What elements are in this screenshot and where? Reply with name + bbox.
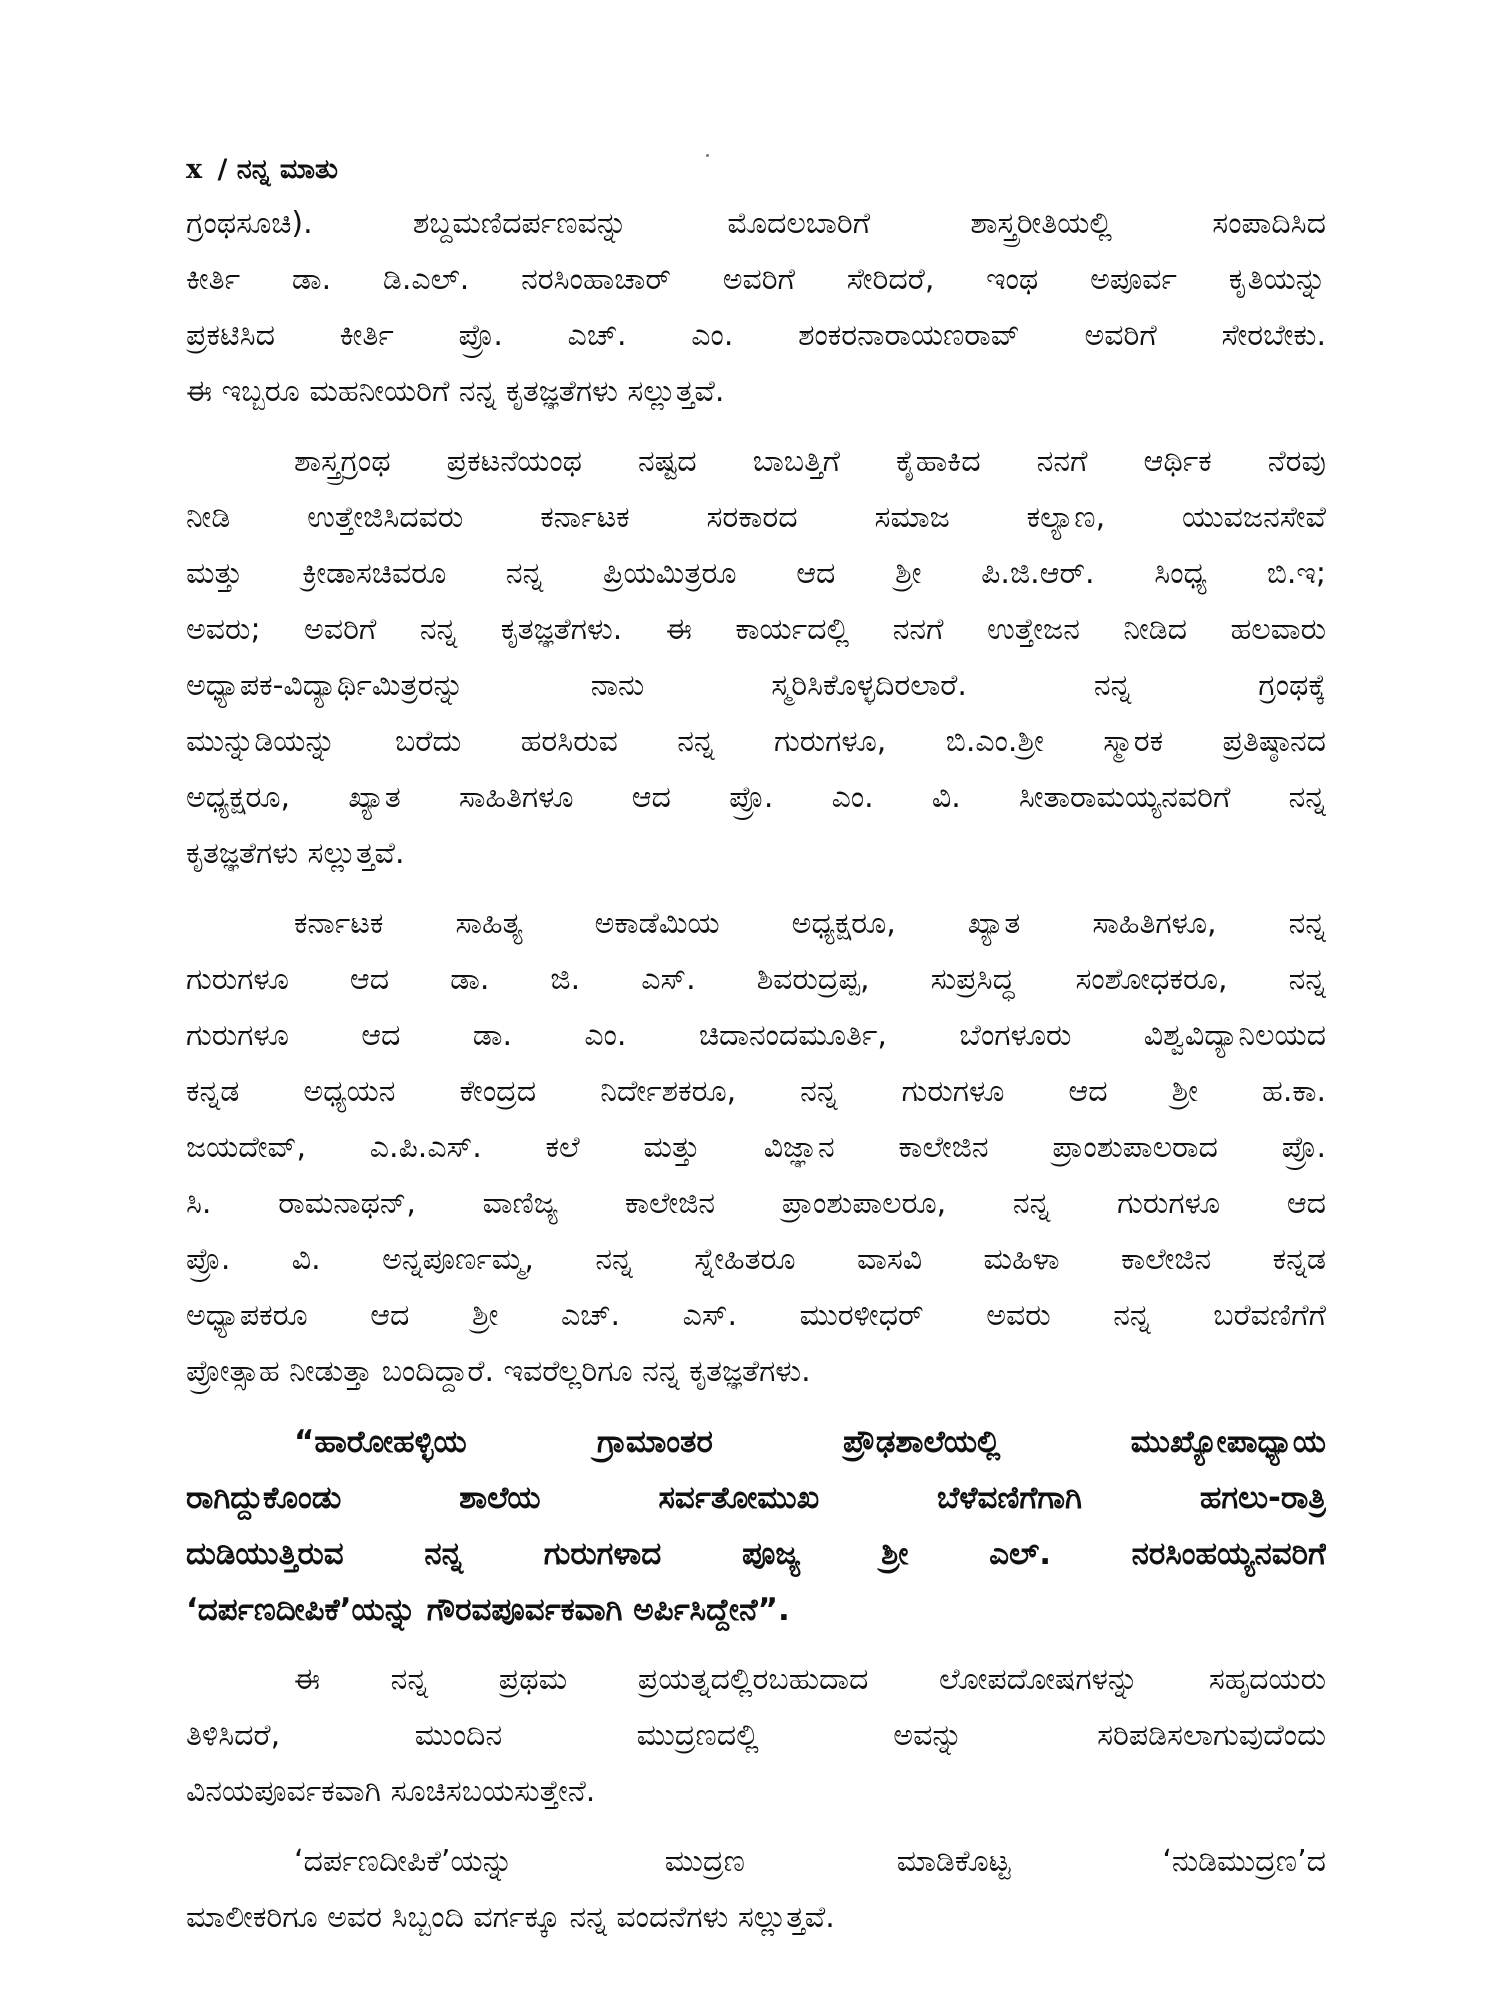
page-number: x xyxy=(186,154,203,185)
text-line: ಗ್ರಂಥಸೂಚಿ). ಶಬ್ದಮಣಿದರ್ಪಣವನ್ನು ಮೊದಲಬಾರಿಗೆ ಶಾಸ್ತ್ರರೀತಿಯಲ್ಲಿ ಸಂಪಾದಿಸಿದ xyxy=(186,206,1326,241)
text-line: ಗುರುಗಳೂ ಆದ ಡಾ. ಜಿ. ಎಸ್. ಶಿವರುದ್ರಪ್ಪ, ಸುಪ್ರಸಿದ್ಧ ಸಂಶೋಧಕರೂ, ನನ್ನ xyxy=(186,962,1326,997)
text-line: ‘ದರ್ಪಣದೀಪಿಕೆ’ಯನ್ನು ಗೌರವಪೂರ್ವಕವಾಗಿ ಅರ್ಪಿಸಿದ್ದೇನೆ”. xyxy=(186,1592,790,1628)
text-line: ಅಧ್ಯಾಪಕರೂ ಆದ ಶ್ರೀ ಎಚ್. ಎಸ್. ಮುರಳೀಧರ್ ಅವರು ನನ್ನ ಬರೆವಣಿಗೆಗೆ xyxy=(186,1298,1326,1333)
text-line: ಪ್ರೊ. ವಿ. ಅನ್ನಪೂರ್ಣಮ್ಮ, ನನ್ನ ಸ್ನೇಹಿತರೂ ವಾಸವಿ ಮಹಿಳಾ ಕಾಲೇಜಿನ ಕನ್ನಡ xyxy=(186,1242,1326,1277)
text-line: ಮಾಲೀಕರಿಗೂ ಅವರ ಸಿಬ್ಬಂದಿ ವರ್ಗಕ್ಕೂ ನನ್ನ ವಂದನೆಗಳು ಸಲ್ಲುತ್ತವೆ. xyxy=(186,1900,835,1935)
text-line: ಕೃತಜ್ಞತೆಗಳು ಸಲ್ಲುತ್ತವೆ. xyxy=(186,836,405,871)
running-header xyxy=(186,148,1326,192)
text-line: ಮುನ್ನುಡಿಯನ್ನು ಬರೆದು ಹರಸಿರುವ ನನ್ನ ಗುರುಗಳೂ, ಬಿ.ಎಂ.ಶ್ರೀ ಸ್ಮಾರಕ ಪ್ರತಿಷ್ಠಾನದ xyxy=(186,724,1326,759)
text-line: ನೀಡಿ ಉತ್ತೇಜಿಸಿದವರು ಕರ್ನಾಟಕ ಸರಕಾರದ ಸಮಾಜ ಕಲ್ಯಾಣ, ಯುವಜನಸೇವೆ xyxy=(186,500,1326,535)
text-line: ಅವರು; ಅವರಿಗೆ ನನ್ನ ಕೃತಜ್ಞತೆಗಳು. ಈ ಕಾರ್ಯದಲ್ಲಿ ನನಗೆ ಉತ್ತೇಜನ ನೀಡಿದ ಹಲವಾರು xyxy=(186,612,1326,647)
text-line: ಪ್ರಕಟಿಸಿದ ಕೀರ್ತಿ ಪ್ರೊ. ಎಚ್. ಎಂ. ಶಂಕರನಾರಾಯಣರಾವ್ ಅವರಿಗೆ ಸೇರಬೇಕು. xyxy=(186,318,1326,353)
text-line: ಜಯದೇವ್, ಎ.ಪಿ.ಎಸ್. ಕಲೆ ಮತ್ತು ವಿಜ್ಞಾನ ಕಾಲೇಜಿನ ಪ್ರಾಂಶುಪಾಲರಾದ ಪ್ರೊ. xyxy=(186,1130,1326,1165)
text-line: ಮತ್ತು ಕ್ರೀಡಾಸಚಿವರೂ ನನ್ನ ಪ್ರಿಯಮಿತ್ರರೂ ಆದ ಶ್ರೀ ಪಿ.ಜಿ.ಆರ್. ಸಿಂಧ್ಯ ಬಿ.ಇ; xyxy=(186,556,1326,591)
text-line: ಪ್ರೋತ್ಸಾಹ ನೀಡುತ್ತಾ ಬಂದಿದ್ದಾರೆ. ಇವರೆಲ್ಲರಿಗೂ ನನ್ನ ಕೃತಜ್ಞತೆಗಳು. xyxy=(186,1354,811,1389)
text-line: ಸಿ. ರಾಮನಾಥನ್, ವಾಣಿಜ್ಯ ಕಾಲೇಜಿನ ಪ್ರಾಂಶುಪಾಲರೂ, ನನ್ನ ಗುರುಗಳೂ ಆದ xyxy=(186,1186,1326,1221)
header-separator: / xyxy=(208,154,237,185)
paragraph-6 xyxy=(186,1834,1326,1946)
dedication-paragraph xyxy=(186,1414,1326,1638)
text-line: ಕನ್ನಡ ಅಧ್ಯಯನ ಕೇಂದ್ರದ ನಿರ್ದೇಶಕರೂ, ನನ್ನ ಗುರುಗಳೂ ಆದ ಶ್ರೀ ಹ.ಕಾ. xyxy=(186,1074,1326,1109)
text-line: ಶಾಸ್ತ್ರಗ್ರಂಥ ಪ್ರಕಟನೆಯಂಥ ನಷ್ಟದ ಬಾಬತ್ತಿಗೆ ಕೈಹಾಕಿದ ನನಗೆ ಆರ್ಥಿಕ ನೆರವು xyxy=(294,444,1326,479)
text-line: ಈ ಇಬ್ಬರೂ ಮಹನೀಯರಿಗೆ ನನ್ನ ಕೃತಜ್ಞತೆಗಳು ಸಲ್ಲುತ್ತವೆ. xyxy=(186,374,725,409)
text-line: ತಿಳಿಸಿದರೆ, ಮುಂದಿನ ಮುದ್ರಣದಲ್ಲಿ ಅವನ್ನು ಸರಿಪಡಿಸಲಾಗುವುದೆಂದು xyxy=(186,1718,1326,1753)
text-line: ಅಧ್ಯಕ್ಷರೂ, ಖ್ಯಾತ ಸಾಹಿತಿಗಳೂ ಆದ ಪ್ರೊ. ಎಂ. ವಿ. ಸೀತಾರಾಮಯ್ಯನವರಿಗೆ ನನ್ನ xyxy=(186,780,1326,815)
paragraph-3 xyxy=(186,896,1326,1400)
paragraph-5 xyxy=(186,1652,1326,1820)
document-page xyxy=(186,148,1326,1946)
text-line: ರಾಗಿದ್ದುಕೊಂಡು ಶಾಲೆಯ ಸರ್ವತೋಮುಖ ಬೆಳೆವಣಿಗೆಗಾಗಿ ಹಗಲು-ರಾತ್ರಿ xyxy=(186,1480,1326,1516)
text-line: ಕರ್ನಾಟಕ ಸಾಹಿತ್ಯ ಅಕಾಡೆಮಿಯ ಅಧ್ಯಕ್ಷರೂ, ಖ್ಯಾತ ಸಾಹಿತಿಗಳೂ, ನನ್ನ xyxy=(294,906,1326,941)
text-line: “ಹಾರೋಹಳ್ಳಿಯ ಗ್ರಾಮಾಂತರ ಪ್ರೌಢಶಾಲೆಯಲ್ಲಿ ಮುಖ್ಯೋಪಾಧ್ಯಾಯ xyxy=(294,1424,1326,1460)
paragraph-2 xyxy=(186,434,1326,882)
text-line: ಗುರುಗಳೂ ಆದ ಡಾ. ಎಂ. ಚಿದಾನಂದಮೂರ್ತಿ, ಬೆಂಗಳೂರು ವಿಶ್ವವಿದ್ಯಾನಿಲಯದ xyxy=(186,1018,1326,1053)
text-line: ಈ ನನ್ನ ಪ್ರಥಮ ಪ್ರಯತ್ನದಲ್ಲಿರಬಹುದಾದ ಲೋಪದೋಷಗಳನ್ನು ಸಹೃದಯರು xyxy=(294,1662,1326,1697)
text-line: ‘ದರ್ಪಣದೀಪಿಕೆ’ಯನ್ನು ಮುದ್ರಣ ಮಾಡಿಕೊಟ್ಟ ‘ನುಡಿಮುದ್ರಣ’ದ xyxy=(294,1844,1326,1879)
text-line: ವಿನಯಪೂರ್ವಕವಾಗಿ ಸೂಚಿಸಬಯಸುತ್ತೇನೆ. xyxy=(186,1774,596,1809)
text-line: ದುಡಿಯುತ್ತಿರುವ ನನ್ನ ಗುರುಗಳಾದ ಪೂಜ್ಯ ಶ್ರೀ ಎಲ್. ನರಸಿಂಹಯ್ಯನವರಿಗೆ xyxy=(186,1536,1326,1572)
text-line: ಅಧ್ಯಾಪಕ-ವಿದ್ಯಾರ್ಥಿಮಿತ್ರರನ್ನು ನಾನು ಸ್ಮರಿಸಿಕೊಳ್ಳದಿರಲಾರೆ. ನನ್ನ ಗ್ರಂಥಕ್ಕೆ xyxy=(186,668,1326,703)
paragraph-1 xyxy=(186,196,1326,420)
text-line: ಕೀರ್ತಿ ಡಾ. ಡಿ.ಎಲ್. ನರಸಿಂಹಾಚಾರ್ ಅವರಿಗೆ ಸೇರಿದರೆ, ಇಂಥ ಅಪೂರ್ವ ಕೃತಿಯನ್ನು xyxy=(186,262,1326,297)
section-title: ನನ್ನ ಮಾತು xyxy=(236,154,338,185)
